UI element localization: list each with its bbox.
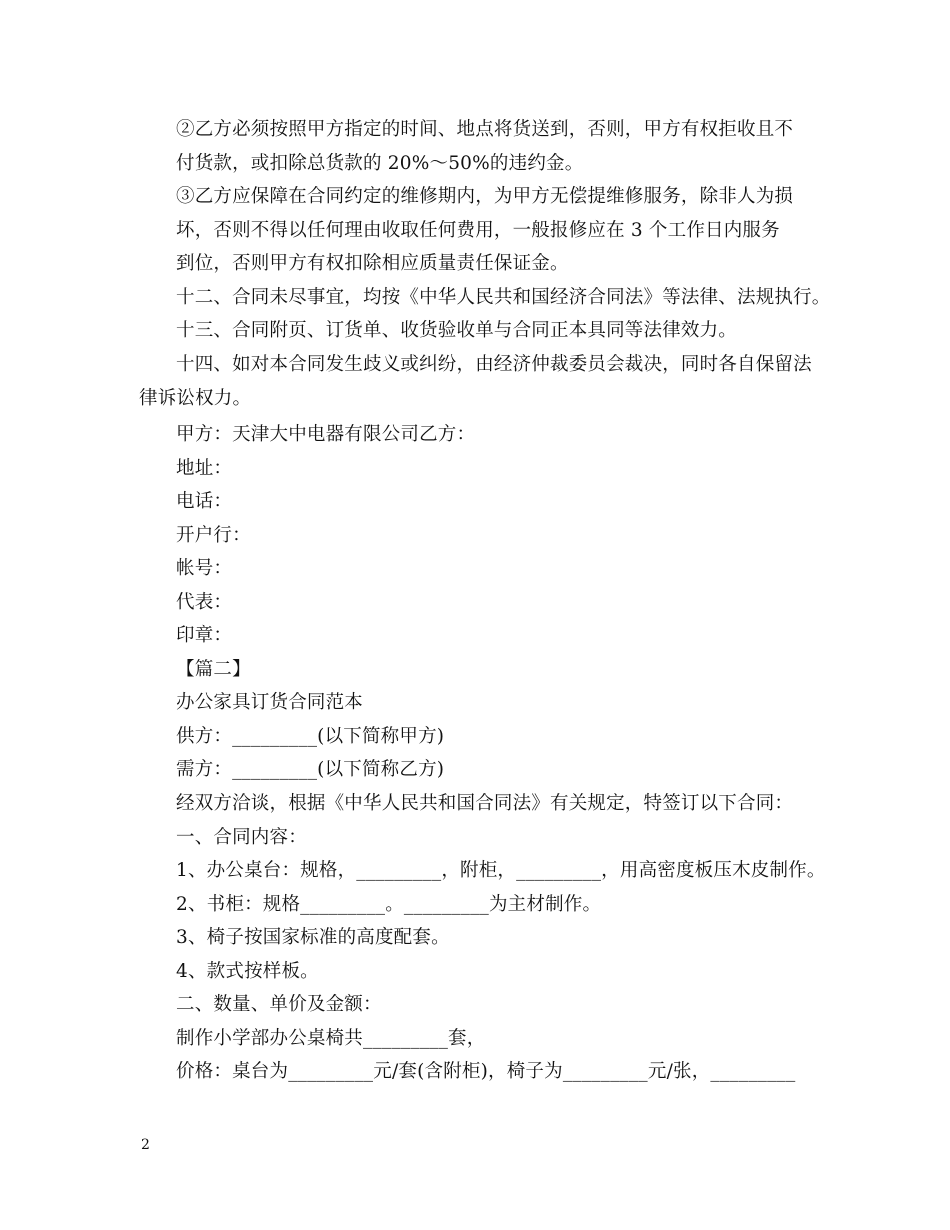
text-line: 帐号： [176, 558, 233, 579]
text-line: 需方：_________(以下简称乙方) [176, 759, 445, 780]
text-line: 代表： [176, 592, 233, 613]
text-line: 二、数量、单价及金额： [176, 994, 382, 1015]
page-number: 2 [141, 1137, 150, 1153]
text-line: 开户行： [176, 525, 251, 546]
text-line: 律诉讼权力。 [139, 388, 252, 409]
text-line: 4、款式按样板。 [176, 961, 319, 982]
text-line: 地址： [176, 458, 233, 479]
text-line: 3、椅子按国家标准的高度配套。 [176, 927, 450, 948]
text-line: 供方：_________(以下简称甲方) [176, 726, 445, 747]
text-line: 甲方：天津大中电器有限公司乙方： [176, 424, 476, 445]
text-line: 十三、合同附页、订货单、收货验收单与合同正本具同等法律效力。 [176, 320, 738, 341]
text-line: 十二、合同未尽事宜，均按《中华人民共和国经济合同法》等法律、法规执行。 [176, 287, 831, 308]
text-line: 到位，否则甲方有权扣除相应质量责任保证金。 [176, 253, 569, 274]
contract-title: 办公家具订货合同范本 [176, 692, 364, 713]
text-line: ③乙方应保障在合同约定的维修期内，为甲方无偿提维修服务，除非人为损 [176, 186, 794, 207]
text-line: 十四、如对本合同发生歧义或纠纷，由经济仲裁委员会裁决，同时各自保留法 [176, 354, 812, 375]
text-line: 制作小学部办公桌椅共_________套， [176, 1028, 486, 1049]
text-line: 一、合同内容： [176, 827, 307, 848]
text-line: 印章： [176, 625, 233, 646]
text-line: 电话： [176, 491, 233, 512]
text-line: 经双方洽谈，根据《中华人民共和国合同法》有关规定，特签订以下合同： [176, 793, 794, 814]
text-line: 坏，否则不得以任何理由收取任何费用，一般报修应在 3 个工作日内服务 [176, 220, 780, 241]
text-line: 付货款，或扣除总货款的 20%～50%的违约金。 [176, 153, 584, 174]
section-heading: 【篇二】 [176, 659, 251, 680]
text-line: ②乙方必须按照甲方指定的时间、地点将货送到，否则，甲方有权拒收且不 [176, 119, 794, 140]
text-line: 2、书柜：规格_________。_________为主材制作。 [176, 894, 602, 915]
text-line: 1、办公桌台：规格，_________，附柜，_________，用高密度板压木皮制作。 [176, 860, 826, 881]
text-line: 价格：桌台为_________元/套(含附柜)，椅子为_________元/张，_________ [176, 1061, 796, 1082]
